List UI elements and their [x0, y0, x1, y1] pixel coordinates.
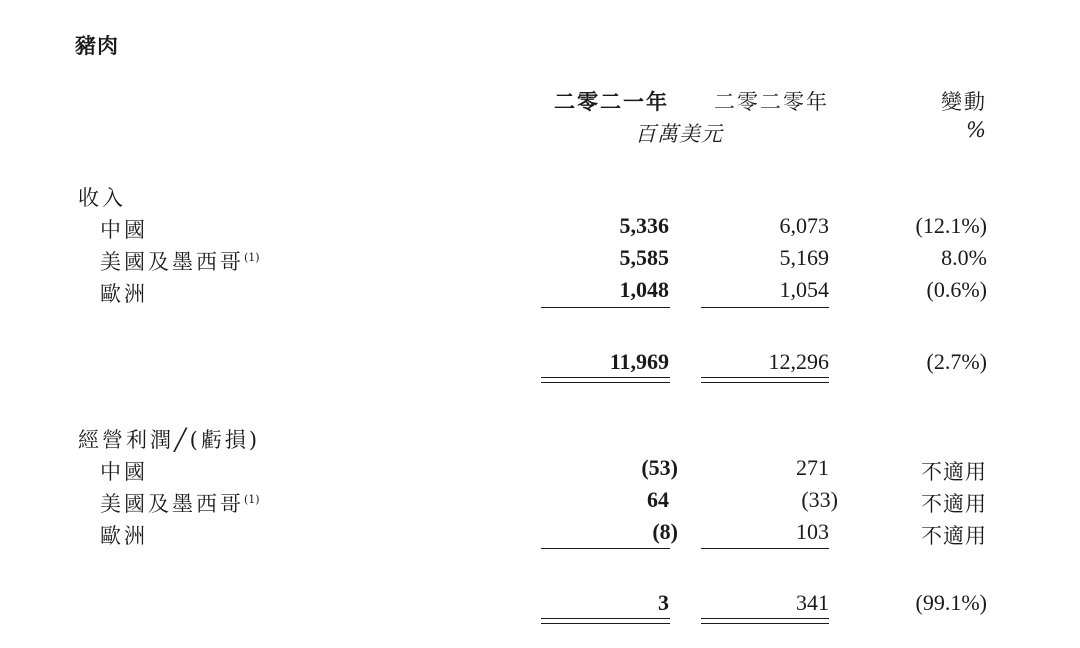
profit-usmexico-2020: (33)	[801, 487, 838, 512]
subtotal-rule	[701, 307, 829, 308]
revenue-usmexico-2021: 5,585	[619, 245, 669, 270]
revenue-europe-2020: 1,054	[779, 277, 829, 302]
footnote-marker: (1)	[244, 251, 260, 264]
profit-europe-change: 不適用	[921, 524, 987, 548]
revenue-usmexico-change: 8.0%	[941, 245, 987, 270]
profit-china-2021: (53)	[641, 455, 678, 480]
subtotal-rule	[541, 548, 670, 549]
profit-china-2020: 271	[796, 455, 829, 480]
subtotal-rule	[701, 548, 829, 549]
profit-europe-2021: (8)	[652, 519, 678, 544]
header-2020: 二零二零年	[714, 90, 829, 114]
revenue-row-label: 中國	[100, 218, 148, 242]
total-double-rule	[701, 618, 829, 619]
revenue-heading: 收入	[78, 186, 126, 210]
revenue-europe-2021: 1,048	[619, 277, 669, 302]
header-2021: 二零二一年	[554, 89, 669, 114]
total-double-rule	[541, 623, 670, 624]
profit-total-2021: 3	[658, 590, 669, 615]
total-double-rule	[701, 623, 829, 624]
section-title: 豬肉	[75, 33, 119, 58]
revenue-usmexico-2020: 5,169	[779, 245, 829, 270]
unit-label: 百萬美元	[635, 122, 723, 146]
revenue-row-label: 美國及墨西哥$^{(1)}$	[100, 250, 260, 274]
total-double-rule	[541, 618, 670, 619]
revenue-total-change: (2.7%)	[926, 349, 987, 374]
subtotal-rule	[541, 307, 670, 308]
profit-usmexico-change: 不適用	[921, 492, 987, 516]
profit-usmexico-2021: 64	[647, 487, 669, 512]
profit-total-change: (99.1%)	[915, 590, 987, 615]
revenue-total-2020: 12,296	[768, 349, 829, 374]
total-double-rule	[701, 377, 829, 378]
profit-europe-2020: 103	[796, 519, 829, 544]
header-change: 變動	[941, 90, 987, 114]
profit-heading: 經營利潤╱(虧損)	[78, 428, 261, 452]
profit-china-change: 不適用	[921, 460, 987, 484]
footnote-marker: (1)	[244, 493, 260, 506]
revenue-china-change: (12.1%)	[915, 213, 987, 238]
revenue-china-2020: 6,073	[779, 213, 829, 238]
total-double-rule	[541, 382, 670, 383]
profit-row-label: 中國	[100, 460, 148, 484]
profit-total-2020: 341	[796, 590, 829, 615]
total-double-rule	[541, 377, 670, 378]
total-double-rule	[701, 382, 829, 383]
revenue-europe-change: (0.6%)	[926, 277, 987, 302]
unit-percent: %	[966, 118, 987, 142]
profit-row-label: 美國及墨西哥$^{(1)}$	[100, 492, 260, 516]
profit-row-label: 歐洲	[100, 524, 148, 548]
revenue-row-label: 歐洲	[100, 282, 148, 306]
revenue-china-2021: 5,336	[619, 213, 669, 238]
revenue-total-2021: 11,969	[609, 349, 669, 374]
